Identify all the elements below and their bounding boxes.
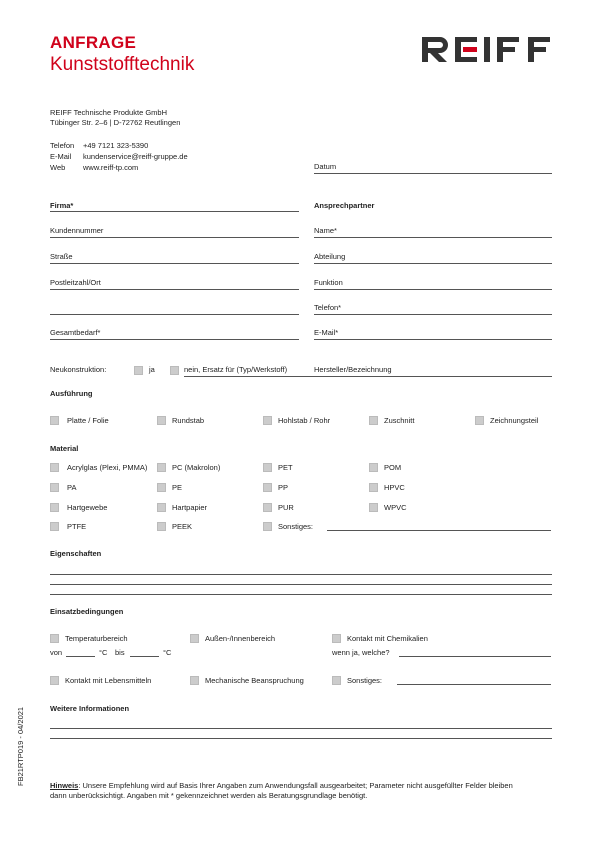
material-label: Acrylglas (Plexi, PMMA) xyxy=(67,463,148,472)
bis-label: bis xyxy=(115,648,125,657)
lebensmittel-label: Kontakt mit Lebensmitteln xyxy=(65,676,152,685)
kundennummer-label: Kundennummer xyxy=(50,226,104,235)
kundennummer-input[interactable] xyxy=(50,237,299,238)
email-field-label: E-Mail* xyxy=(314,328,339,337)
strasse-input[interactable] xyxy=(50,263,299,264)
material-checkbox[interactable] xyxy=(157,503,166,512)
email-input[interactable] xyxy=(314,339,552,340)
aussen-innen-label: Außen-/Innenbereich xyxy=(205,634,276,643)
grad-label: °C xyxy=(163,648,172,657)
material-label: Hartpapier xyxy=(172,503,208,512)
eigenschaften-line[interactable] xyxy=(50,574,552,575)
form-subtitle: Kunststofftechnik xyxy=(50,54,195,75)
material-label: PET xyxy=(278,463,293,472)
einsatz-sonstiges-checkbox[interactable] xyxy=(332,676,341,685)
firma-label: Firma* xyxy=(50,201,74,210)
zuschnitt-label: Zuschnitt xyxy=(384,416,415,425)
material-label: HPVC xyxy=(384,483,405,492)
material-label: PA xyxy=(67,483,77,492)
abteilung-input[interactable] xyxy=(314,263,552,264)
gesamtbedarf-label: Gesamtbedarf* xyxy=(50,328,101,337)
material-checkbox[interactable] xyxy=(263,463,272,472)
funktion-label: Funktion xyxy=(314,278,343,287)
firma-input[interactable] xyxy=(50,211,299,212)
rundstab-label: Rundstab xyxy=(172,416,205,425)
material-label: PUR xyxy=(278,503,294,512)
hinweis-line-2: dann unberücksichtigt. Angaben mit * gekennzeichnet werden als Beratungsgrundlage benötigt. xyxy=(50,791,368,800)
name-input[interactable] xyxy=(314,237,552,238)
material-label: PEEK xyxy=(172,522,193,531)
hinweis-label: Hinweis xyxy=(50,781,79,790)
material-label: PE xyxy=(172,483,183,492)
ansprechpartner-label: Ansprechpartner xyxy=(314,201,375,210)
mechanisch-checkbox[interactable] xyxy=(190,676,199,685)
reiff-logo-icon xyxy=(422,35,564,63)
rundstab-checkbox[interactable] xyxy=(157,416,166,425)
material-checkbox[interactable] xyxy=(157,522,166,531)
material-checkbox[interactable] xyxy=(369,463,378,472)
material-label: PC (Makrolon) xyxy=(172,463,221,472)
telefon-label: Telefon* xyxy=(314,303,342,312)
email-label: E-Mail xyxy=(50,152,72,161)
material-checkbox[interactable] xyxy=(157,463,166,472)
eigenschaften-line[interactable] xyxy=(50,594,552,595)
chemikalien-checkbox[interactable] xyxy=(332,634,341,643)
platte-folie-checkbox[interactable] xyxy=(50,416,59,425)
name-label: Name* xyxy=(314,226,337,235)
temp-bis-input[interactable] xyxy=(130,656,159,657)
chemikalien-label: Kontakt mit Chemikalien xyxy=(347,634,428,643)
lebensmittel-checkbox[interactable] xyxy=(50,676,59,685)
material-checkbox[interactable] xyxy=(369,503,378,512)
strasse-label: Straße xyxy=(50,252,73,261)
weitere-title: Weitere Informationen xyxy=(50,704,130,713)
datum-label: Datum xyxy=(314,162,337,171)
material-checkbox[interactable] xyxy=(50,463,59,472)
web-value: www.reiff-tp.com xyxy=(83,163,139,172)
company-address: Tübinger Str. 2–6 | D-72762 Reutlingen xyxy=(50,118,181,127)
gesamtbedarf-input[interactable] xyxy=(50,339,299,340)
material-checkbox[interactable] xyxy=(50,522,59,531)
material-checkbox[interactable] xyxy=(263,522,272,531)
abteilung-label: Abteilung xyxy=(314,252,346,261)
hinweis-text: : Unsere Empfehlung wird auf Basis Ihrer Angaben zum Anwendungsfall ausgearbeitet; Parameter nicht ausgefüllter Felder bleiben xyxy=(78,781,513,790)
material-checkbox[interactable] xyxy=(263,503,272,512)
ja-label: ja xyxy=(149,365,155,374)
funktion-input[interactable] xyxy=(314,289,552,290)
grad-label: °C xyxy=(99,648,108,657)
plz-ort-input[interactable] xyxy=(50,289,299,290)
einsatz-sonstiges-input[interactable] xyxy=(397,684,551,685)
eigenschaften-title: Eigenschaften xyxy=(50,549,102,558)
material-label: Sonstiges: xyxy=(278,522,314,531)
zeichnungsteil-label: Zeichnungsteil xyxy=(490,416,539,425)
material-checkbox[interactable] xyxy=(50,483,59,492)
wenn-ja-label: wenn ja, welche? xyxy=(332,648,390,657)
einsatz-title: Einsatzbedingungen xyxy=(50,607,124,616)
telefon-input[interactable] xyxy=(314,314,552,315)
weitere-line[interactable] xyxy=(50,728,552,729)
form-code: FB21RTP019 - 04/2021 xyxy=(16,706,25,786)
phone-label: Telefon xyxy=(50,141,75,150)
hersteller-label: Hersteller/Bezeichnung xyxy=(314,365,392,374)
material-label: PP xyxy=(278,483,289,492)
chemikalien-welche-input[interactable] xyxy=(399,656,551,657)
material-sonstiges-input[interactable] xyxy=(327,530,551,531)
material-label: PTFE xyxy=(67,522,87,531)
reiff-logo xyxy=(422,35,564,68)
material-checkbox[interactable] xyxy=(50,503,59,512)
material-checkbox[interactable] xyxy=(157,483,166,492)
ersatz-hersteller-input[interactable] xyxy=(184,376,552,377)
plz-ort-extra-input[interactable] xyxy=(50,314,299,315)
material-label: Hartgewebe xyxy=(67,503,108,512)
email-value: kundenservice@reiff-gruppe.de xyxy=(83,152,188,161)
datum-input[interactable] xyxy=(314,173,552,174)
temp-von-input[interactable] xyxy=(66,656,95,657)
temperatur-checkbox[interactable] xyxy=(50,634,59,643)
platte-folie-label: Platte / Folie xyxy=(67,416,109,425)
material-checkbox[interactable] xyxy=(369,483,378,492)
aussen-innen-checkbox[interactable] xyxy=(190,634,199,643)
company-name: REIFF Technische Produkte GmbH xyxy=(50,108,167,117)
nein-checkbox[interactable] xyxy=(170,366,179,375)
neukonstruktion-label: Neukonstruktion: xyxy=(50,365,107,374)
hohlstab-checkbox[interactable] xyxy=(263,416,272,425)
einsatz-sonstiges-label: Sonstiges: xyxy=(347,676,383,685)
weitere-line[interactable] xyxy=(50,738,552,739)
material-checkbox[interactable] xyxy=(263,483,272,492)
material-label: POM xyxy=(384,463,402,472)
web-label: Web xyxy=(50,163,66,172)
ausfuehrung-title: Ausführung xyxy=(50,389,93,398)
eigenschaften-line[interactable] xyxy=(50,584,552,585)
hohlstab-label: Hohlstab / Rohr xyxy=(278,416,331,425)
zeichnungsteil-checkbox[interactable] xyxy=(475,416,484,425)
zuschnitt-checkbox[interactable] xyxy=(369,416,378,425)
ja-checkbox[interactable] xyxy=(134,366,143,375)
mechanisch-label: Mechanische Beanspruchung xyxy=(205,676,304,685)
nein-label: nein, Ersatz für (Typ/Werkstoff) xyxy=(184,365,288,374)
plz-ort-label: Postleitzahl/Ort xyxy=(50,278,101,287)
material-label: WPVC xyxy=(384,503,407,512)
form-title: ANFRAGE xyxy=(50,33,137,52)
hinweis-line-1 xyxy=(50,781,513,791)
von-label: von xyxy=(50,648,63,657)
phone-value: +49 7121 323-5390 xyxy=(83,141,149,150)
material-title: Material xyxy=(50,444,79,453)
temperatur-label: Temperaturbereich xyxy=(65,634,128,643)
